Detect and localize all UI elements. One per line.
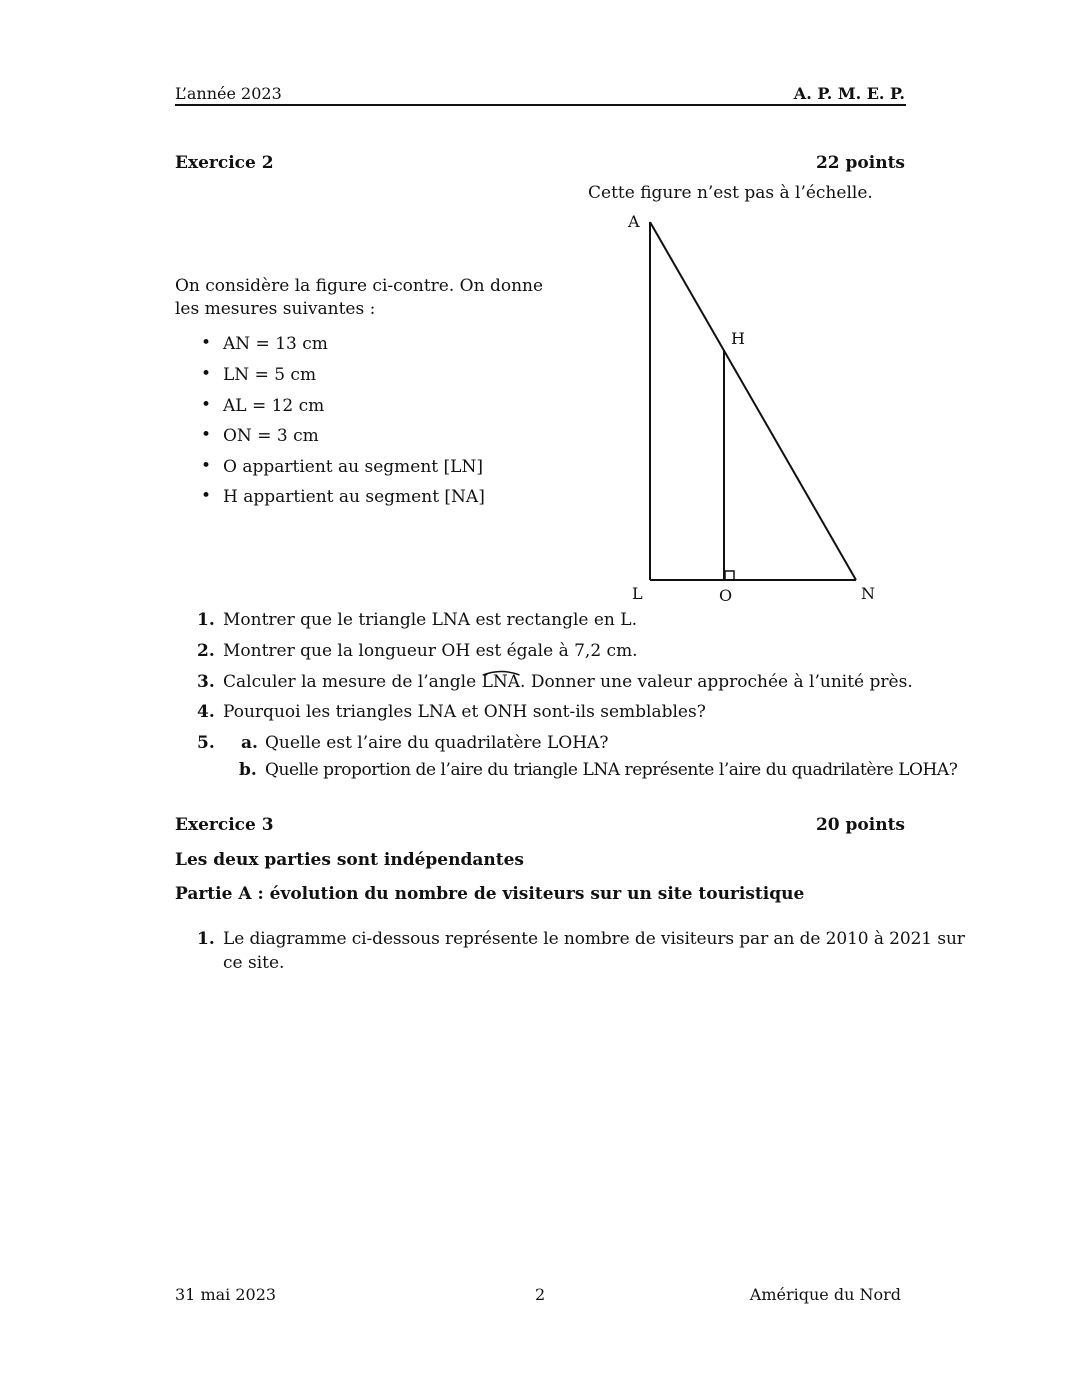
label-L: L: [632, 584, 643, 603]
question-1-number: 1.: [197, 610, 215, 630]
segment-AN: [650, 222, 856, 580]
question-5a-letter: a.: [241, 733, 258, 753]
label-H: H: [731, 329, 745, 348]
label-A: A: [628, 212, 640, 231]
bullet-dot: •: [201, 364, 212, 384]
question-4: Pourquoi les triangles LNA et ONH sont-ils semblables?: [223, 702, 706, 722]
label-N: N: [861, 584, 875, 603]
question-2: Montrer que la longueur OH est égale à 7,2 cm.: [223, 641, 638, 661]
measure-item: H appartient au segment [NA]: [223, 487, 485, 507]
bullet-dot: •: [201, 486, 212, 506]
question-1: Montrer que le triangle LNA est rectangle en L.: [223, 610, 637, 630]
question-3-number: 3.: [197, 672, 215, 692]
measure-item: O appartient au segment [LN]: [223, 457, 483, 477]
label-O: O: [719, 586, 733, 605]
question-5-number: 5.: [197, 733, 215, 753]
question-5a: Quelle est l’aire du quadrilatère LOHA?: [265, 733, 609, 753]
question-5b: Quelle proportion de l’aire du triangle LNA représente l’aire du quadrilatère LOHA?: [265, 760, 958, 780]
intro-line-1: On considère la figure ci-contre. On donne: [175, 276, 544, 296]
bullet-dot: •: [201, 395, 212, 415]
right-angle-marker: [725, 571, 734, 580]
footer-page-number: 2: [535, 1285, 546, 1304]
bullet-dot: •: [201, 425, 212, 445]
measure-item: AN = 13 cm: [223, 334, 328, 354]
measure-item: LN = 5 cm: [223, 365, 317, 385]
question-4-number: 4.: [197, 702, 215, 722]
exercise-3-points: 20 points: [815, 815, 905, 835]
header-right: A. P. M. E. P.: [793, 84, 905, 103]
question-5b-letter: b.: [239, 760, 257, 780]
figure-note: Cette figure n’est pas à l’échelle.: [588, 183, 873, 203]
header-left: L’année 2023: [175, 84, 282, 103]
angle-hat-icon: [482, 668, 520, 676]
measure-item: AL = 12 cm: [223, 396, 325, 416]
question-2-number: 2.: [197, 641, 215, 661]
footer-date: 31 mai 2023: [175, 1285, 277, 1304]
exercise-2-title: Exercice 2: [175, 153, 274, 173]
part-a-title: Partie A : évolution du nombre de visiteurs sur un site touristique: [175, 884, 805, 904]
angle-LNA: [482, 672, 520, 692]
question-3-pre: Calculer la mesure de l’angle: [223, 672, 482, 692]
angle-LNA-text: LNA: [481, 672, 521, 692]
measure-item: ON = 3 cm: [223, 426, 319, 446]
intro-line-2: les mesures suivantes :: [175, 299, 376, 319]
footer-location: Amérique du Nord: [749, 1285, 901, 1304]
ex3-question-1-line-1: Le diagramme ci-dessous représente le nombre de visiteurs par an de 2010 à 2021 sur: [223, 929, 965, 949]
bullet-dot: •: [201, 333, 212, 353]
exercise-2-points: 22 points: [815, 153, 905, 173]
ex3-question-1-number: 1.: [197, 929, 215, 949]
exercise-3-title: Exercice 3: [175, 815, 274, 835]
bullet-dot: •: [201, 456, 212, 476]
ex3-question-1-line-2: ce site.: [223, 953, 285, 973]
exercise-3-subtitle: Les deux parties sont indépendantes: [175, 850, 524, 870]
question-3-post: . Donner une valeur approchée à l’unité près.: [520, 672, 913, 692]
question-3: [223, 672, 913, 692]
